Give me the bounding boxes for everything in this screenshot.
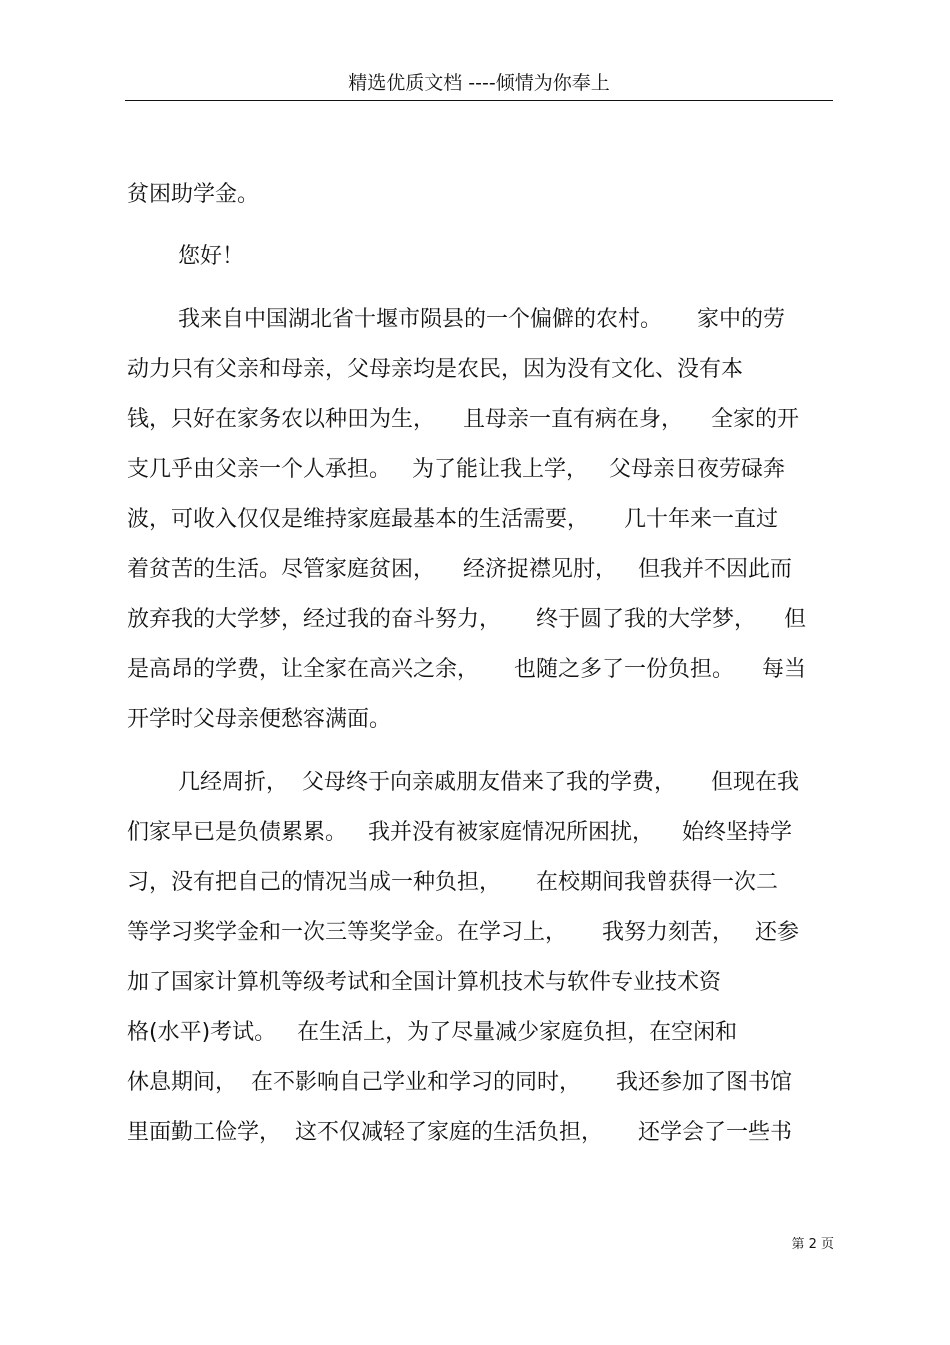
body-line: 开学时父母亲便愁容满面。 — [127, 707, 392, 732]
body-line: 动力只有父亲和母亲，父母亲均是农民，因为没有文化、没有本 — [127, 357, 744, 382]
body-line: 习，没有把自己的情况当成一种负担， 在校期间我曾获得一次二 — [127, 870, 778, 895]
body-line: 加了国家计算机等级考试和全国计算机技术与软件专业技术资 — [127, 970, 722, 995]
body-line: 格(水平)考试。 在生活上，为了尽量减少家庭负担，在空闲和 — [127, 1020, 738, 1045]
body-line: 我来自中国湖北省十堰市陨县的一个偏僻的农村。 家中的劳 — [178, 307, 785, 332]
body-line: 是高昂的学费，让全家在高兴之余， 也随之多了一份负担。 每当 — [127, 657, 806, 682]
body-line: 您好！ — [178, 244, 245, 269]
header-divider — [125, 100, 833, 101]
body-line: 里面勤工俭学， 这不仅减轻了家庭的生活负担， 还学会了一些书 — [127, 1120, 792, 1145]
body-line: 几经周折， 父母终于向亲戚朋友借来了我的学费， 但现在我 — [178, 770, 799, 795]
body-line: 贫困助学金。 — [127, 182, 260, 207]
body-line: 钱，只好在家务农以种田为生， 且母亲一直有病在身， 全家的开 — [127, 407, 799, 432]
body-line: 着贫苦的生活。尽管家庭贫困， 经济捉襟见肘， 但我并不因此而 — [127, 557, 792, 582]
body-line: 等学习奖学金和一次三等奖学金。在学习上， 我努力刻苦， 还参 — [127, 920, 799, 945]
body-line: 休息期间， 在不影响自己学业和学习的同时， 我还参加了图书馆 — [127, 1070, 792, 1095]
body-line: 支几乎由父亲一个人承担。 为了能让我上学， 父母亲日夜劳碌奔 — [127, 457, 785, 482]
page-number: 第 2 页 — [791, 1237, 834, 1252]
body-line: 们家早已是负债累累。 我并没有被家庭情况所困扰， 始终坚持学 — [127, 820, 792, 845]
page-header: 精选优质文档 ----倾情为你奉上 — [348, 72, 610, 94]
body-line: 波，可收入仅仅是维持家庭最基本的生活需要， 几十年来一直过 — [127, 507, 778, 532]
body-line: 放弃我的大学梦，经过我的奋斗努力， 终于圆了我的大学梦， 但 — [127, 607, 806, 632]
